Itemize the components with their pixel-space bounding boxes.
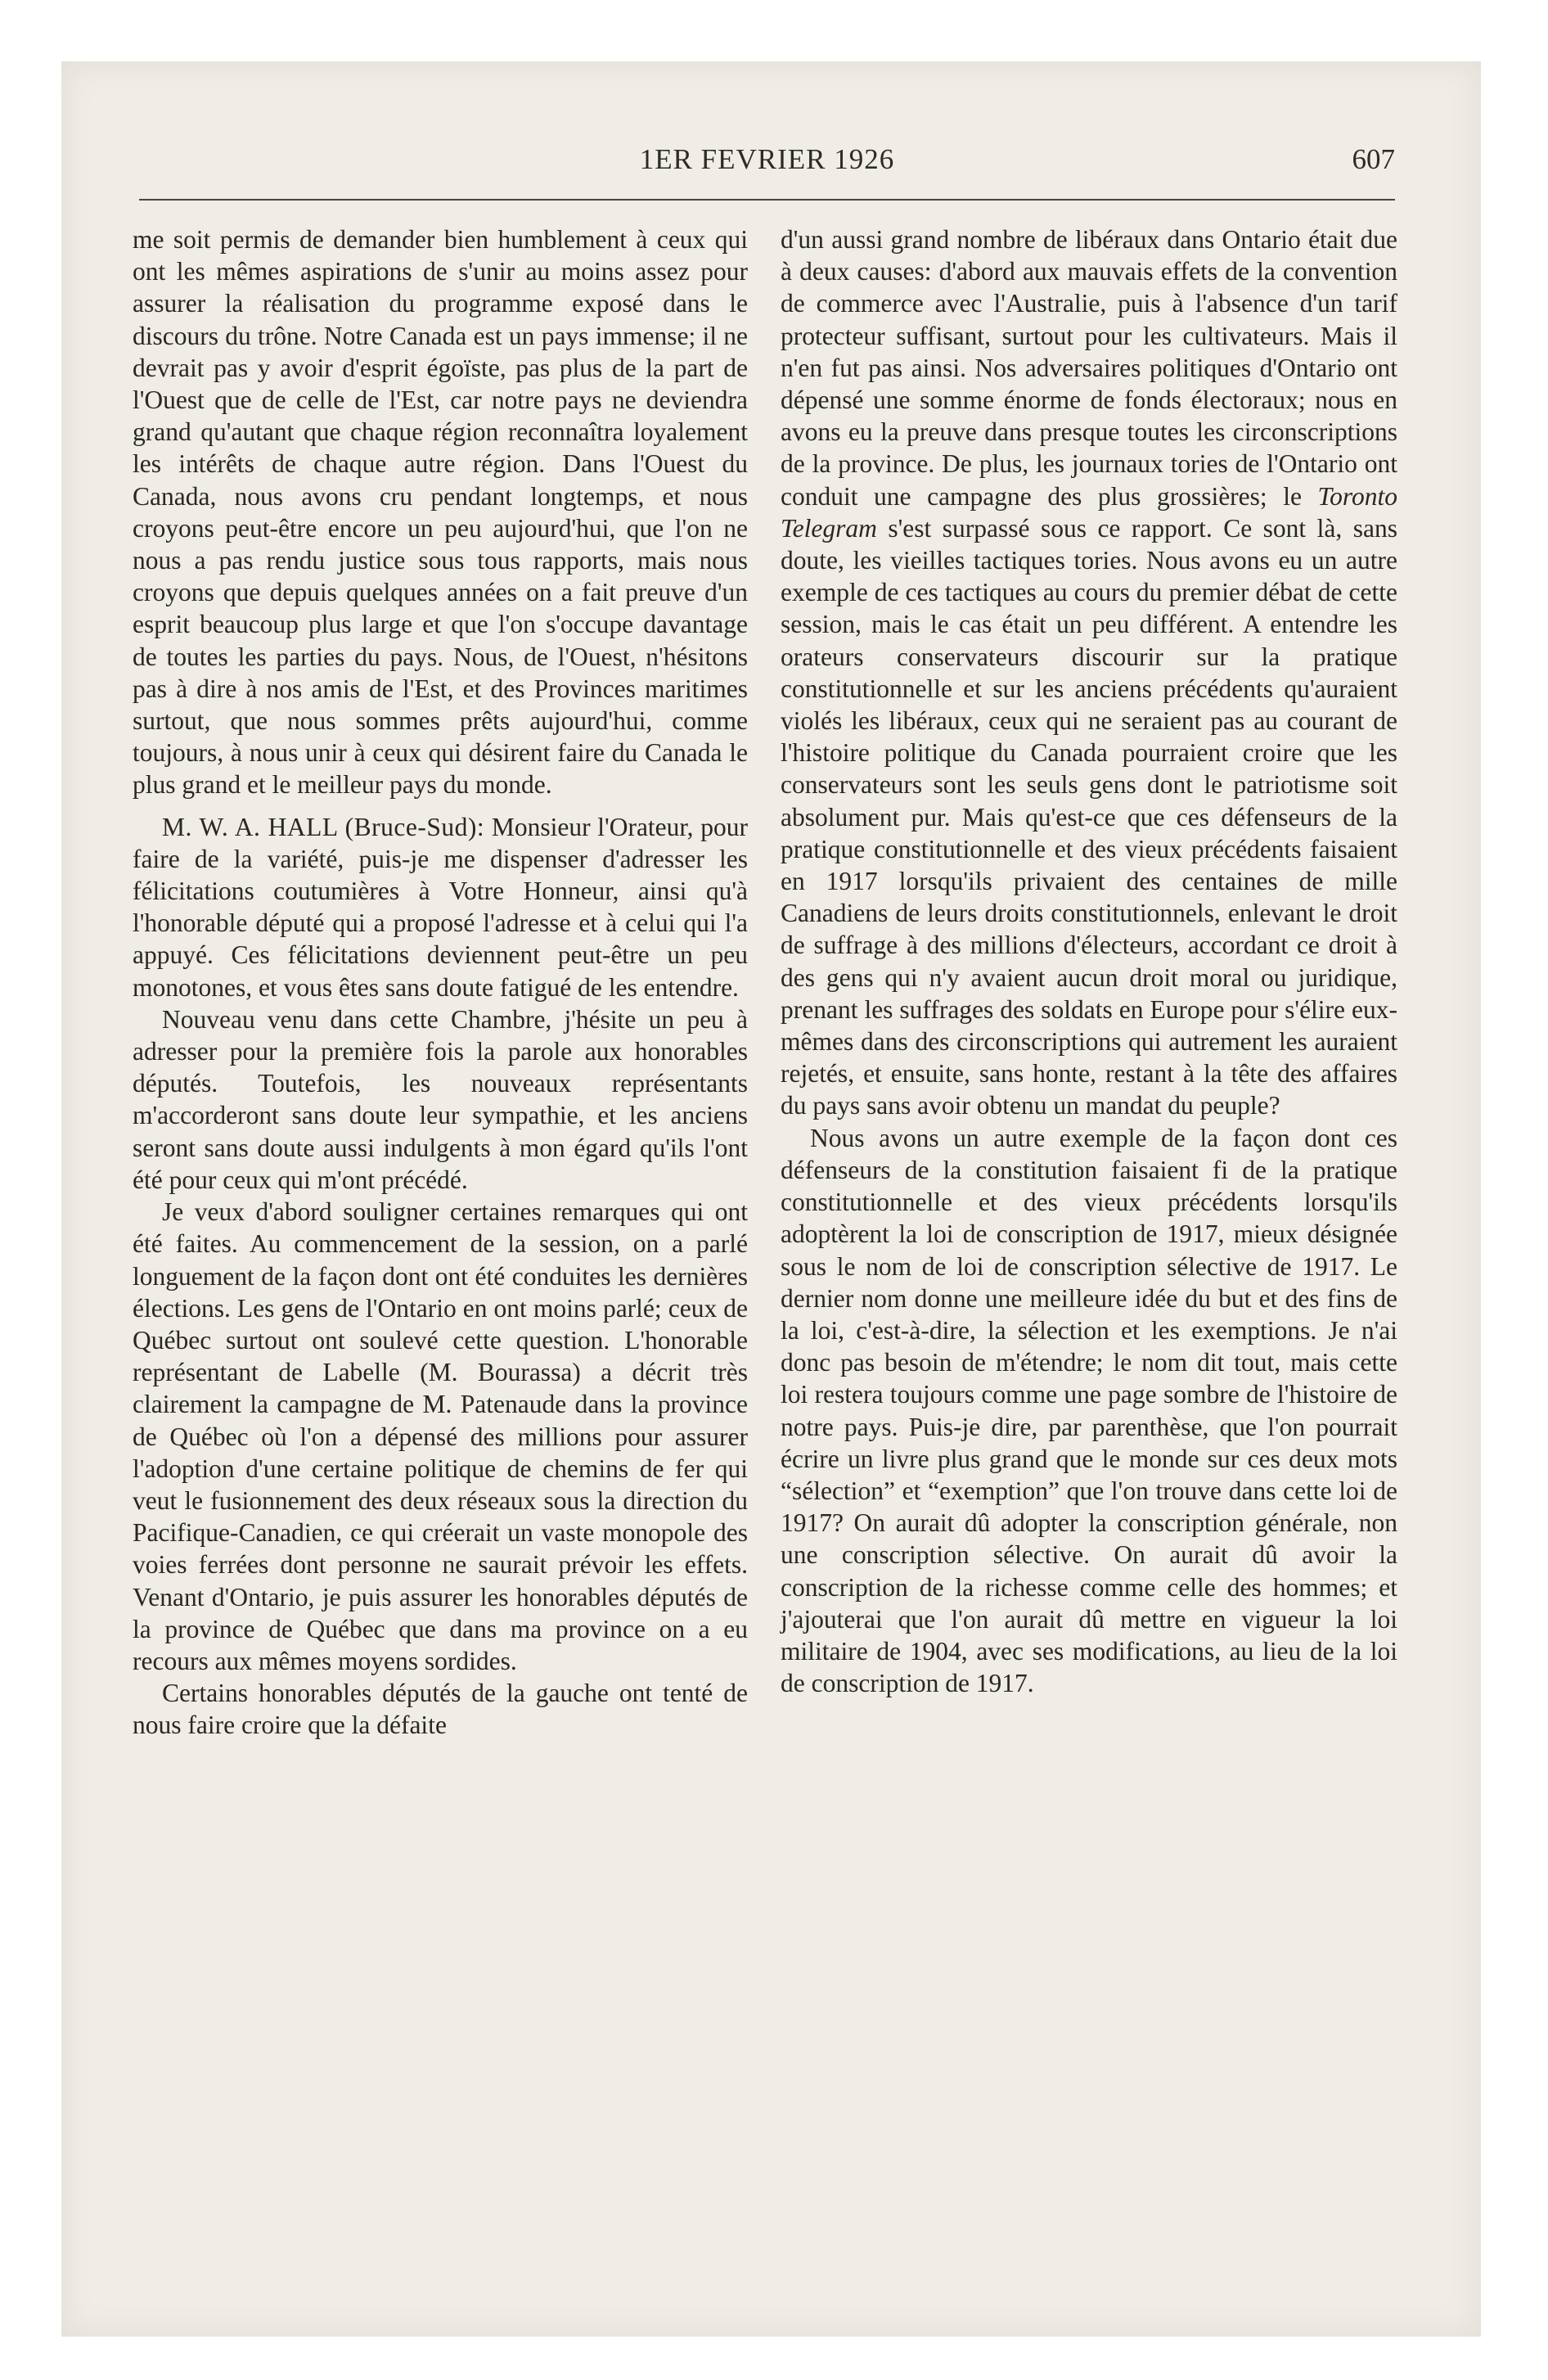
paragraph: Certains honorables députés de la gauche ont tenté de nous faire croire que la défaite bbox=[133, 1679, 748, 1740]
speaker-name: M. W. A. HALL (Bruce-Sud): bbox=[162, 812, 485, 841]
running-head: 1ER FEVRIER 1926 bbox=[639, 143, 895, 175]
page-header bbox=[139, 143, 1395, 176]
header-rule bbox=[139, 199, 1395, 201]
paragraph: Nous avons un autre exemple de la façon dont ces défenseurs de la constitution faisaient fi de la pratique constitutionnelle et des vieux précédents lorsqu'ils adoptèrent la loi de conscription de 1917, mieux désignée sous le nom de loi de conscription sélective de 1917. Le dernier nom donne une meilleure idée du but et des fins de la loi, c'est-à-dire, la sélection et les exemptions. Je n'ai donc pas besoin de m'étendre; le nom dit tout, mais cette loi restera toujours comme une page sombre de l'histoire de notre pays. Puis-je dire, par parenthèse, que l'on pourrait écrire un livre plus grand que le monde sur ces deux mots “sélection” et “exemption” que l'on trouve dans cette loi de 1917? On aurait dû adopter la conscription générale, non une conscription sélective. On aurait dû avoir la conscription de la richesse comme celle des hommes; et j'ajouterai que l'on aurait dû mettre en vigueur la loi militaire de 1904, avec ses modifications, au lieu de la loi de conscription de 1917. bbox=[781, 1123, 1397, 1698]
paragraph: Nouveau venu dans cette Chambre, j'hésite un peu à adresser pour la première fois la parole aux honorables députés. Toutefois, les nouveaux représentants m'accorderont sans doute leur sympathie, et les anciens seront sans doute aussi indulgents à mon égard qu'ils l'ont été pour ceux qui m'ont précédé. bbox=[133, 1004, 748, 1194]
paragraph: me soit permis de demander bien humblement à ceux qui ont les mêmes aspirations de s'unir au moins assez pour assurer la réalisation du programme exposé dans le discours du trône. Notre Canada est un pays immense; il ne devrait pas y avoir d'esprit égoïste, pas plus de la part de l'Ouest que de celle de l'Est, car notre pays ne deviendra grand qu'autant que chaque région reconnaîtra loyalement les intérêts de chaque autre région. Dans l'Ouest du Canada, nous avons cru pendant longtemps, et nous croyons peut-être encore un peu aujourd'hui, que l'on ne nous a pas rendu justice sous tous rapports, mais nous croyons que depuis quelques années on a fait preuve d'un esprit beaucoup plus large et que l'on s'occupe davantage de toutes les parties du pays. Nous, de l'Ouest, n'hésitons pas à dire à nos amis de l'Est, et des Provinces maritimes surtout, que nous sommes prêts aujourd'hui, comme toujours, à nous unir à ceux qui désirent faire du Canada le plus grand et le meilleur pays du monde. bbox=[133, 225, 748, 800]
newspaper-title: Toronto Telegram bbox=[781, 481, 1397, 543]
right-column bbox=[781, 223, 1397, 1699]
page-number: 607 bbox=[1352, 143, 1395, 175]
text-run: s'est surpassé sous ce rapport. Ce sont là, sans doute, les vieilles tactiques tories. Nous avons eu un autre exemple de ces tactiques au cours du premier débat de cette session, mais le cas était un peu différent. A entendre les orateurs conservateurs discourir sur la pratique constitutionnelle et sur les anciens précédents qu'auraient violés les libéraux, ceux qui ne seraient pas au courant de l'histoire politique du Canada pourraient croire que les conservateurs sont les seuls gens dont le patriotisme soit absolument pur. Mais qu'est-ce que ces défenseurs de la pratique constitutionnelle et des vieux précédents faisaient en 1917 lorsqu'ils privaient des centaines de mille Canadiens de leurs droits constitutionnels, enlevant le droit de suffrage à des millions d'électeurs, accordant ce droit à des gens qui n'y avaient aucun droit moral ou juridique, prenant les suffrages des soldats en Europe pour s'élire eux-mêmes dans des circonscriptions qui autrement les auraient rejetés, et ensuite, sans honte, restant à la tête des affaires du pays sans avoir obtenu un mandat du peuple? bbox=[781, 513, 1397, 1120]
paragraph: Je veux d'abord souligner certaines remarques qui ont été faites. Au commencement de la session, on a parlé longuement de la façon dont ont été conduites les dernières élections. Les gens de l'Ontario en ont moins parlé; ceux de Québec surtout ont soulevé cette question. L'honorable représentant de Labelle (M. Bourassa) a décrit très clairement la campagne de M. Patenaude dans la province de Québec où l'on a dépensé des millions pour assurer l'adoption d'une certaine politique de chemins de fer qui veut le fusionnement des deux réseaux sous la direction du Pacifique-Canadien, ce qui créerait un vaste monopole des voies ferrées dont personne ne saurait prévoir les effets. Venant d'Ontario, je puis assurer les honorables députés de la province de Québec que dans ma province on a eu recours aux mêmes moyens sordides. bbox=[133, 1197, 748, 1675]
paragraph bbox=[781, 223, 1397, 1122]
speech-text: Monsieur l'Orateur, pour faire de la variété, puis-je me dispenser d'adresser les félicitations coutumières à Votre Honneur, ainsi qu'à l'honorable député qui a proposé l'adresse et à celui qui l'a appuyé. Ces félicitations deviennent peut-être un peu monotones, et vous êtes sans doute fatigué de les entendre. bbox=[133, 812, 748, 1002]
paragraph bbox=[133, 811, 748, 1003]
left-column bbox=[133, 223, 748, 1742]
text-run: d'un aussi grand nombre de libéraux dans Ontario était due à deux causes: d'abord aux mauvais effets de la convention de commerce avec l'Australie, puis à l'absence d'un tarif protecteur suffisant, surtout pour les cultivateurs. Mais il n'en fut pas ainsi. Nos adversaires politiques d'Ontario ont dépensé une somme énorme de fonds électoraux; nous en avons eu la preuve dans presque toutes les circonscriptions de la province. De plus, les journaux tories de l'Ontario ont conduit une campagne des plus grossières; le bbox=[781, 225, 1397, 511]
